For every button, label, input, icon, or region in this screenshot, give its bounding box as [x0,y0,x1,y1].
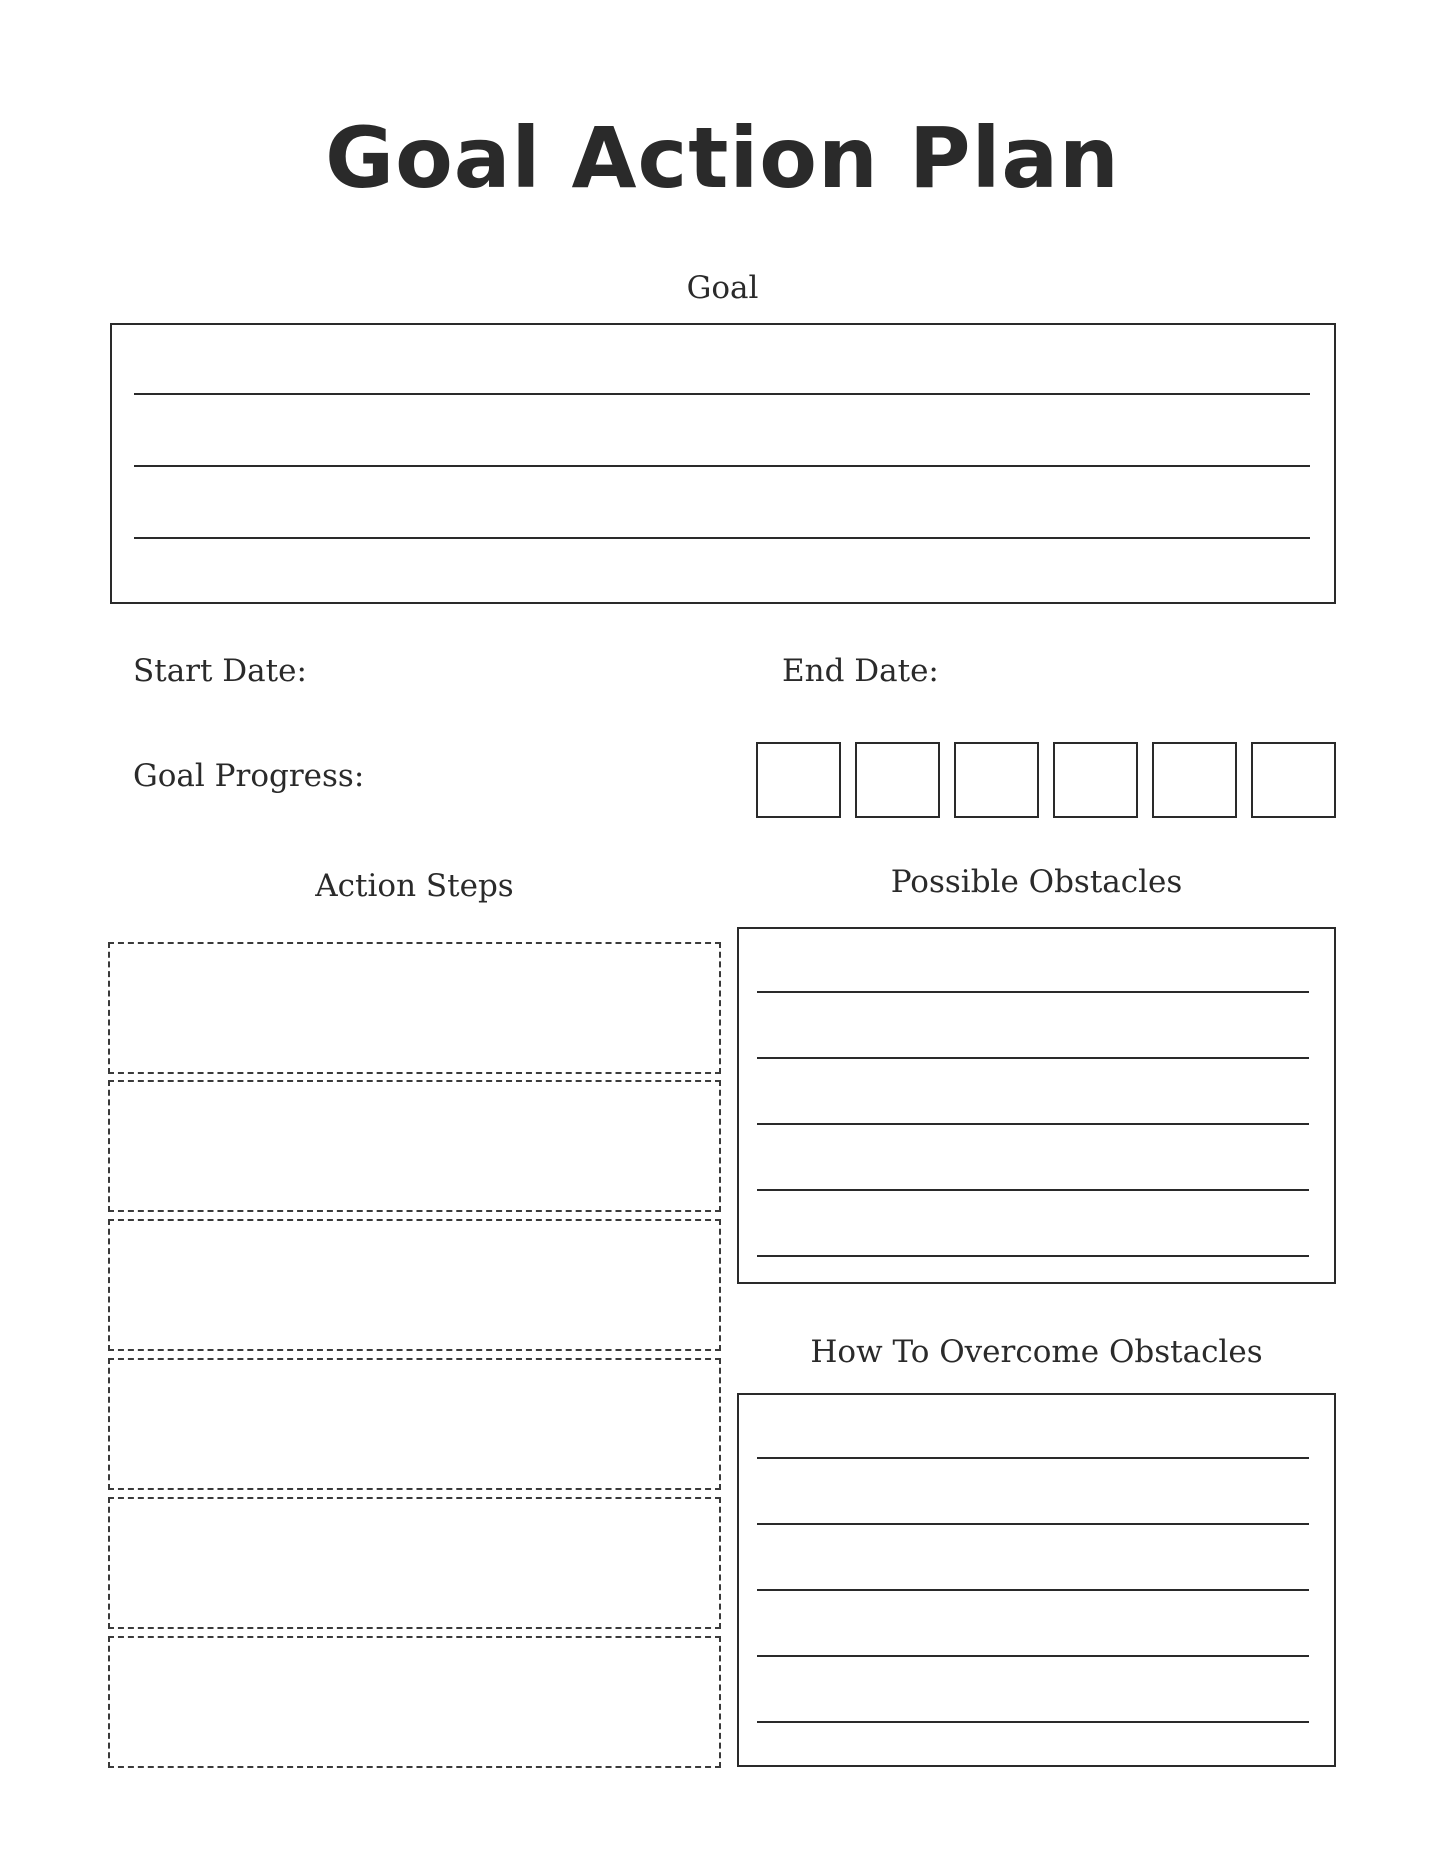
goal-line [134,465,1310,467]
obstacle-line [757,1255,1309,1257]
possible-obstacles-heading: Possible Obstacles [890,864,1183,900]
obstacle-line [757,991,1309,993]
action-steps-heading: Action Steps [315,868,514,904]
action-step-box-4[interactable] [108,1358,721,1490]
page-title: Goal Action Plan [325,109,1120,207]
goal-box[interactable] [110,323,1336,604]
start-date-label: Start Date: [133,653,307,689]
progress-box-2[interactable] [855,742,940,818]
obstacle-line [757,1123,1309,1125]
overcome-line [757,1655,1309,1657]
overcome-line [757,1457,1309,1459]
overcome-line [757,1589,1309,1591]
action-step-box-1[interactable] [108,942,721,1074]
overcome-line [757,1523,1309,1525]
goal-heading: Goal [686,270,759,306]
overcome-obstacles-box[interactable] [737,1393,1336,1767]
progress-box-6[interactable] [1251,742,1336,818]
goal-line [134,537,1310,539]
obstacle-line [757,1057,1309,1059]
action-step-box-3[interactable] [108,1219,721,1351]
action-step-box-5[interactable] [108,1497,721,1629]
progress-box-1[interactable] [756,742,841,818]
action-step-box-2[interactable] [108,1080,721,1212]
progress-box-5[interactable] [1152,742,1237,818]
possible-obstacles-box[interactable] [737,927,1336,1284]
progress-box-4[interactable] [1053,742,1138,818]
overcome-obstacles-heading: How To Overcome Obstacles [810,1334,1263,1370]
obstacle-line [757,1189,1309,1191]
action-step-box-6[interactable] [108,1636,721,1768]
goal-progress-label: Goal Progress: [133,758,365,794]
progress-box-3[interactable] [954,742,1039,818]
end-date-label: End Date: [782,653,939,689]
goal-line [134,393,1310,395]
overcome-line [757,1721,1309,1723]
